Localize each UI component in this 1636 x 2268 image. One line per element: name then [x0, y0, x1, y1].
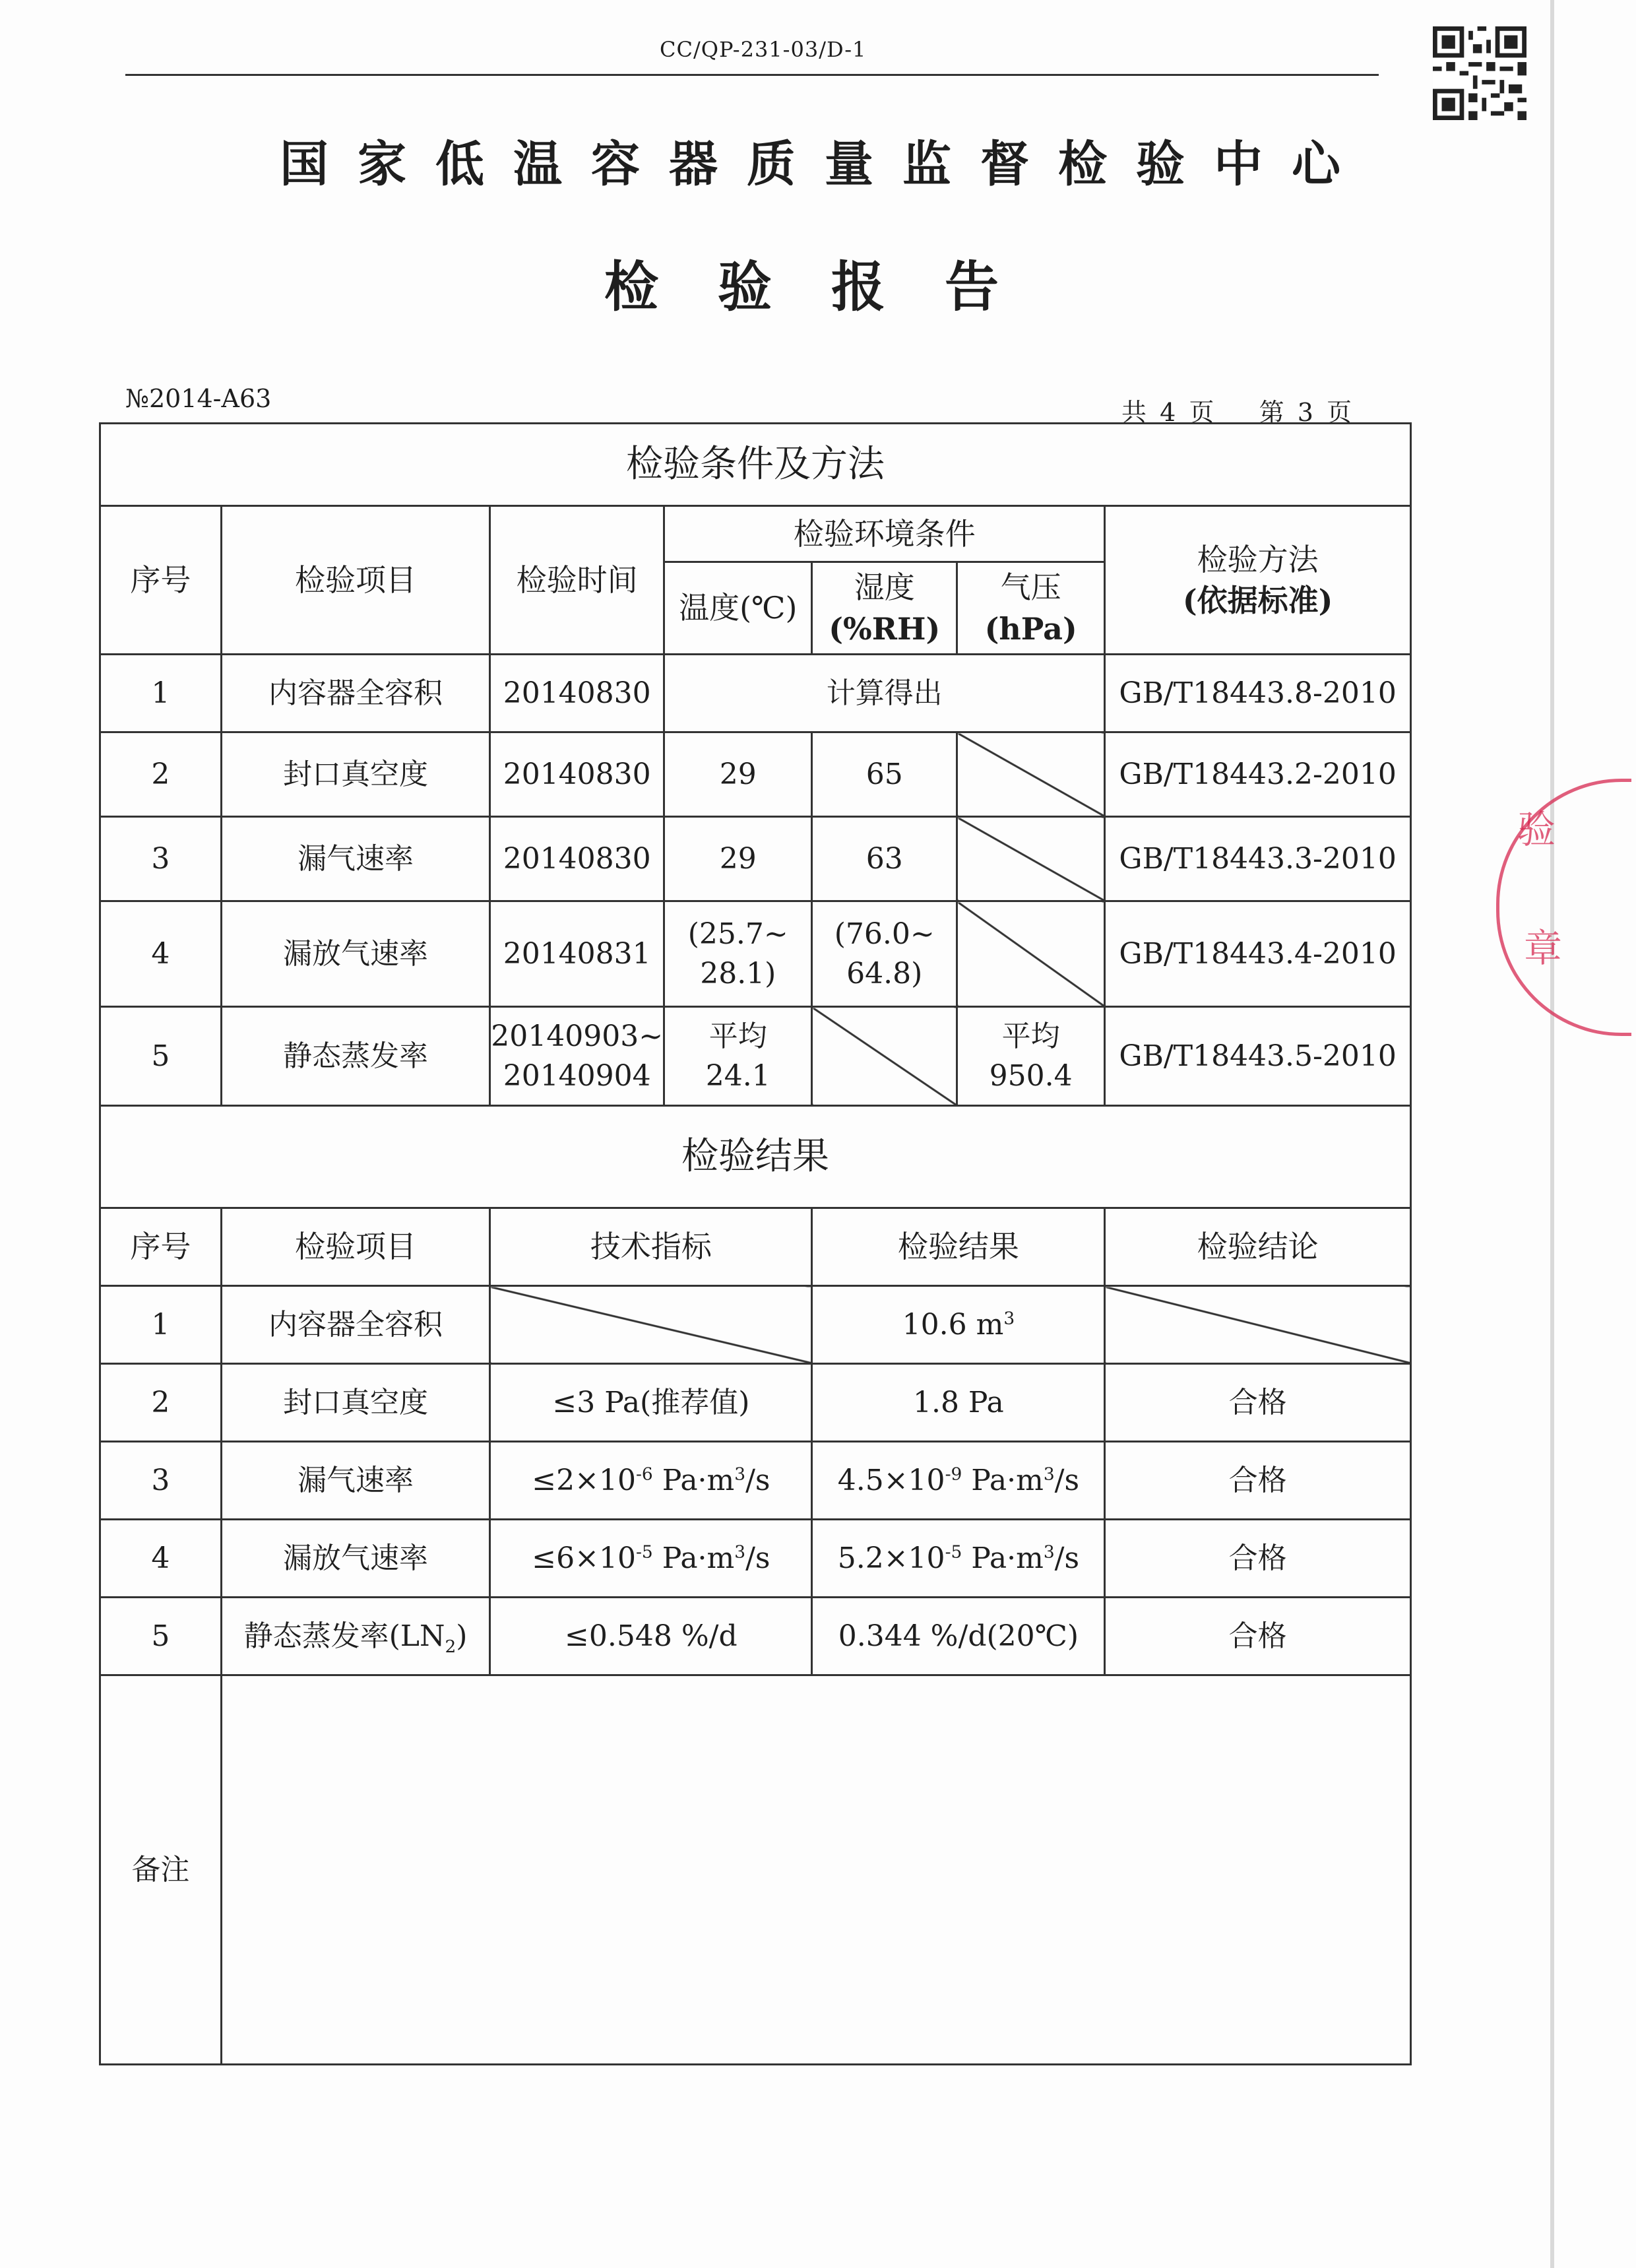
conditions-header-item: 检验项目: [221, 506, 489, 655]
conditions-header-env: 检验环境条件: [664, 506, 1105, 562]
result-unit: Pa·m: [962, 1463, 1044, 1497]
res-spec: ≤0.548 %/d: [490, 1598, 812, 1675]
cond-seq: 3: [100, 817, 222, 901]
table-row: [100, 1598, 1411, 1675]
table-row: [100, 1007, 1411, 1106]
res-result: [812, 1520, 1105, 1598]
res-spec: ≤3 Pa(推荐值): [490, 1364, 812, 1442]
cond-temp: 29: [664, 817, 812, 901]
method-label: 检验方法: [1197, 541, 1319, 577]
result-value: 10.6 m: [902, 1307, 1004, 1342]
cond-temp: 29: [664, 732, 812, 817]
result-exponent: -9: [945, 1464, 962, 1485]
results-header-conclusion: 检验结论: [1105, 1208, 1411, 1286]
res-item: 漏气速率: [221, 1442, 489, 1520]
cond-temp: [664, 901, 812, 1007]
temp-avg-value: 24.1: [705, 1058, 771, 1093]
cond-item: 漏放气速率: [221, 901, 489, 1007]
cond-pressure: [957, 1007, 1105, 1106]
spec-unit-tail: /s: [745, 1463, 771, 1497]
spec-mantissa: ≤6×10: [532, 1541, 636, 1575]
res-spec: [490, 1442, 812, 1520]
res-item: 封口真空度: [221, 1364, 489, 1442]
table-row: [100, 655, 1411, 732]
result-unit-tail: /s: [1054, 1463, 1080, 1497]
time-line2: 20140904: [503, 1058, 651, 1093]
res-seq: 4: [100, 1520, 222, 1598]
cond-humidity: [812, 901, 957, 1007]
remarks-row: [100, 1675, 1411, 2065]
page-edge-shadow: [1550, 0, 1554, 2268]
report-number: №2014-A63: [125, 384, 272, 413]
res-spec-empty: [490, 1286, 812, 1364]
cond-time: 20140830: [490, 817, 664, 901]
result-mantissa: 5.2×10: [837, 1541, 945, 1575]
res-item: 漏放气速率: [221, 1520, 489, 1598]
table-row: [100, 901, 1411, 1007]
conditions-header-seq: 序号: [100, 506, 222, 655]
conditions-header-humidity: [812, 562, 957, 655]
cond-seq: 5: [100, 1007, 222, 1106]
report-table: [99, 422, 1412, 2065]
res-result: [812, 1286, 1105, 1364]
cond-time: 20140830: [490, 732, 664, 817]
cond-env-merged: 计算得出: [664, 655, 1105, 732]
res-seq: 2: [100, 1364, 222, 1442]
cond-time: 20140830: [490, 655, 664, 732]
humidity-range-line1: (76.0~: [834, 917, 935, 952]
humidity-label: 湿度: [854, 569, 915, 606]
result-unit: Pa·m: [962, 1541, 1044, 1575]
spec-unit-exponent: 3: [734, 1541, 746, 1563]
cond-seq: 4: [100, 901, 222, 1007]
organization-name: 国家低温容器质量监督检验中心: [280, 136, 1369, 193]
item-name: 静态蒸发率(LN: [243, 1619, 445, 1653]
item-subscript: 2: [445, 1636, 456, 1657]
results-header-seq: 序号: [100, 1208, 222, 1286]
item-name-tail: ): [456, 1619, 468, 1653]
results-header-result: 检验结果: [812, 1208, 1105, 1286]
spec-mantissa: ≤2×10: [532, 1463, 636, 1497]
conditions-header-method: [1105, 506, 1411, 655]
cond-item: 内容器全容积: [221, 655, 489, 732]
spec-exponent: -5: [635, 1541, 653, 1563]
result-exponent: 3: [1003, 1308, 1015, 1329]
humidity-range-line2: 64.8): [846, 956, 923, 990]
cond-method: GB/T18443.2-2010: [1105, 732, 1411, 817]
res-spec: [490, 1520, 812, 1598]
res-conclusion: 合格: [1105, 1520, 1411, 1598]
report-title: 检验报告: [604, 255, 1058, 319]
qr-code-icon: [1433, 26, 1526, 120]
remarks-label: 备注: [100, 1675, 222, 2065]
results-header-item: 检验项目: [221, 1208, 489, 1286]
cond-item: 漏气速率: [221, 817, 489, 901]
seal-text-1: 验: [1517, 807, 1556, 852]
cond-time: [490, 1007, 664, 1106]
temp-range-line2: 28.1): [700, 956, 776, 990]
cond-seq: 2: [100, 732, 222, 817]
cond-humidity-empty: [812, 1007, 957, 1106]
pressure-label: 气压: [1000, 569, 1061, 606]
results-section-title: 检验结果: [100, 1106, 1411, 1208]
results-header-spec: 技术指标: [490, 1208, 812, 1286]
conditions-header-pressure: [957, 562, 1105, 655]
table-row: [100, 1364, 1411, 1442]
res-result: 1.8 Pa: [812, 1364, 1105, 1442]
humidity-unit: (%RH): [829, 610, 941, 647]
cond-pressure-empty: [957, 901, 1105, 1007]
cond-time: 20140831: [490, 901, 664, 1007]
spec-unit-tail: /s: [745, 1541, 771, 1575]
cond-seq: 1: [100, 655, 222, 732]
result-unit-tail: /s: [1054, 1541, 1080, 1575]
res-item: [221, 1598, 489, 1675]
cond-humidity: 65: [812, 732, 957, 817]
cond-method: GB/T18443.3-2010: [1105, 817, 1411, 901]
cond-pressure-empty: [957, 732, 1105, 817]
result-unit-exponent: 3: [1043, 1541, 1055, 1563]
table-row: [100, 817, 1411, 901]
header-rule: [125, 74, 1379, 76]
res-result: 0.344 %/d(20℃): [812, 1598, 1105, 1675]
res-result: [812, 1442, 1105, 1520]
method-sublabel: (依据标准): [1182, 583, 1333, 618]
res-seq: 3: [100, 1442, 222, 1520]
page-current: 第 3 页: [1259, 398, 1355, 427]
res-conclusion: 合格: [1105, 1598, 1411, 1675]
temp-range-line1: (25.7~: [687, 917, 788, 952]
temp-avg-label: 平均: [708, 1020, 767, 1054]
spec-unit: Pa·m: [652, 1541, 735, 1575]
cond-item: 封口真空度: [221, 732, 489, 817]
remarks-content: [221, 1675, 1410, 2065]
conditions-section-title: 检验条件及方法: [100, 424, 1411, 506]
res-item: 内容器全容积: [221, 1286, 489, 1364]
spec-exponent: -6: [635, 1464, 653, 1485]
res-conclusion-empty: [1105, 1286, 1411, 1364]
conditions-header-time: 检验时间: [490, 506, 664, 655]
cond-item: 静态蒸发率: [221, 1007, 489, 1106]
table-row: [100, 1442, 1411, 1520]
cond-temp: [664, 1007, 812, 1106]
res-seq: 1: [100, 1286, 222, 1364]
result-unit-exponent: 3: [1043, 1464, 1055, 1485]
spec-unit: Pa·m: [652, 1463, 735, 1497]
pressure-unit: (hPa): [984, 610, 1077, 647]
table-row: [100, 1286, 1411, 1364]
pressure-avg-value: 950.4: [989, 1058, 1073, 1093]
res-conclusion: 合格: [1105, 1364, 1411, 1442]
pages-total: 共 4 页: [1121, 398, 1217, 427]
time-line1: 20140903~: [491, 1020, 664, 1054]
res-conclusion: 合格: [1105, 1442, 1411, 1520]
official-seal: [1496, 779, 1631, 1036]
seal-text-2: 章: [1524, 926, 1563, 971]
cond-method: GB/T18443.8-2010: [1105, 655, 1411, 732]
cond-humidity: 63: [812, 817, 957, 901]
document-code: CC/QP-231-03/D-1: [660, 37, 867, 62]
cond-method: GB/T18443.5-2010: [1105, 1007, 1411, 1106]
result-mantissa: 4.5×10: [837, 1463, 945, 1497]
conditions-header-temp: 温度(℃): [664, 562, 812, 655]
res-seq: 5: [100, 1598, 222, 1675]
cond-pressure-empty: [957, 817, 1105, 901]
cond-method: GB/T18443.4-2010: [1105, 901, 1411, 1007]
pressure-avg-label: 平均: [1001, 1020, 1060, 1054]
spec-unit-exponent: 3: [734, 1464, 746, 1485]
result-exponent: -5: [945, 1541, 962, 1563]
table-row: [100, 732, 1411, 817]
table-row: [100, 1520, 1411, 1598]
